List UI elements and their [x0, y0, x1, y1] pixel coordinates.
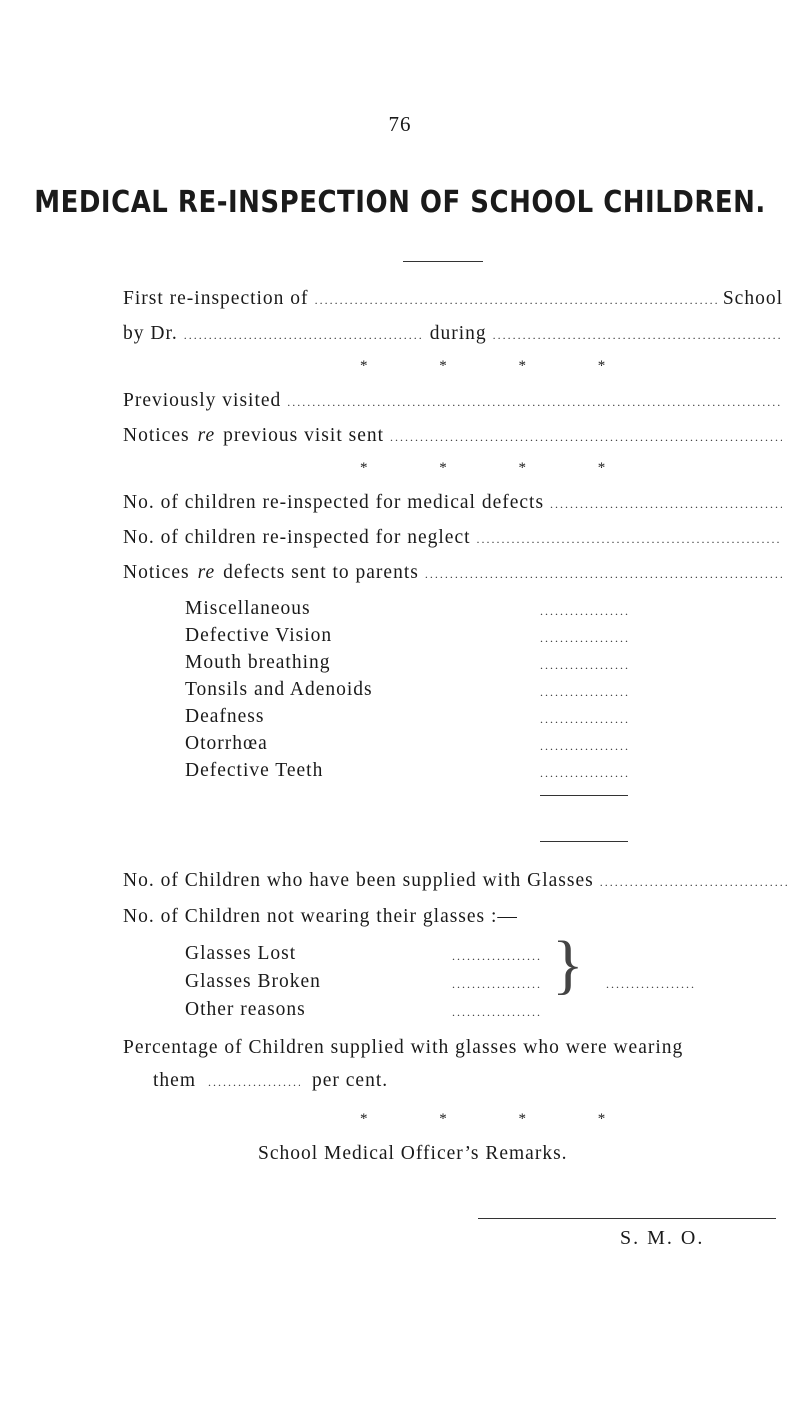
defect-deafness-label: Deafness: [185, 706, 265, 727]
notices-label: Notices: [123, 425, 190, 446]
previously-visited-label: Previously visited: [123, 390, 282, 411]
reason-lost-label: Glasses Lost: [185, 943, 297, 964]
defect-teeth-blank[interactable]: [540, 766, 628, 781]
by-dr-line: [123, 323, 788, 345]
glasses-supplied-blank[interactable]: [600, 875, 787, 890]
signature-rule: [478, 1218, 776, 1219]
them-line: [153, 1070, 388, 1092]
first-reinspection-line: [123, 288, 783, 310]
previously-visited-blank[interactable]: [287, 395, 782, 410]
during-blank[interactable]: [493, 328, 782, 343]
not-wearing-label: No. of Children not wearing their glasses :—: [123, 906, 518, 927]
defect-miscellaneous-blank[interactable]: [540, 604, 628, 619]
glasses-supplied-label: No. of Children who have been supplied with Glasses: [123, 870, 594, 891]
section-divider: [540, 841, 628, 842]
re-label: re: [197, 425, 216, 446]
reason-lost-blank[interactable]: [452, 949, 540, 964]
defect-mouth-breathing-blank[interactable]: [540, 658, 628, 673]
percentage-blank[interactable]: [208, 1075, 300, 1090]
school-name-blank[interactable]: [315, 293, 717, 308]
neglect-blank[interactable]: [477, 532, 782, 547]
medical-defects-line: [123, 492, 788, 514]
notices-defects-line: [123, 562, 788, 584]
remarks-heading: School Medical Officer’s Remarks.: [258, 1143, 568, 1164]
school-label: School: [722, 288, 783, 309]
defect-otorrhoea-blank[interactable]: [540, 739, 628, 754]
previously-visited-line: [123, 390, 788, 412]
doctor-name-blank[interactable]: [184, 328, 424, 343]
neglect-line: [123, 527, 788, 549]
defect-otorrhoea-label: Otorrhœa: [185, 733, 268, 754]
per-cent-label: per cent.: [312, 1070, 389, 1091]
defects-total-rule: [540, 795, 628, 796]
stars-divider-1: * * * *: [360, 358, 640, 374]
by-dr-label: by Dr.: [123, 323, 178, 344]
previous-visit-sent-label: previous visit sent: [223, 425, 385, 446]
notices-label: Notices: [123, 562, 190, 583]
reason-other-label: Other reasons: [185, 999, 306, 1020]
notices-previous-visit-line: [123, 425, 788, 447]
neglect-label: No. of children re-inspected for neglect: [123, 527, 471, 548]
reasons-total-blank[interactable]: [606, 977, 694, 992]
percentage-line: [123, 1037, 800, 1059]
reason-broken-label: Glasses Broken: [185, 971, 321, 992]
defect-tonsils-blank[interactable]: [540, 685, 628, 700]
defect-mouth-breathing-label: Mouth breathing: [185, 652, 331, 673]
defect-deafness-blank[interactable]: [540, 712, 628, 727]
stars-divider-3: * * * *: [360, 1111, 640, 1127]
defect-vision-label: Defective Vision: [185, 625, 333, 646]
medical-defects-blank[interactable]: [550, 497, 782, 512]
defect-miscellaneous-label: Miscellaneous: [185, 598, 311, 619]
notices-defects-blank[interactable]: [425, 567, 782, 582]
not-wearing-line: [123, 906, 793, 928]
defect-vision-blank[interactable]: [540, 631, 628, 646]
defects-sent-label: defects sent to parents: [223, 562, 419, 583]
reason-other-blank[interactable]: [452, 1005, 540, 1020]
defect-teeth-label: Defective Teeth: [185, 760, 324, 781]
percentage-label: Percentage of Children supplied with glasses who were wearing: [123, 1037, 684, 1058]
re-label: re: [197, 562, 216, 583]
first-reinspection-label: First re-inspection of: [123, 288, 309, 309]
reasons-brace: }: [552, 928, 584, 1001]
stars-divider-2: * * * *: [360, 460, 640, 476]
page-title: MEDICAL RE-INSPECTION OF SCHOOL CHILDREN.: [34, 185, 766, 221]
page-number: 76: [388, 112, 412, 136]
defect-tonsils-label: Tonsils and Adenoids: [185, 679, 373, 700]
reason-broken-blank[interactable]: [452, 977, 540, 992]
signature-label: S. M. O.: [620, 1227, 705, 1249]
glasses-supplied-line: [123, 870, 793, 892]
notices-previous-visit-blank[interactable]: [390, 430, 782, 445]
medical-defects-label: No. of children re-inspected for medical defects: [123, 492, 545, 513]
title-divider: [403, 261, 483, 262]
them-label: them: [153, 1070, 196, 1091]
during-label: during: [429, 323, 487, 344]
